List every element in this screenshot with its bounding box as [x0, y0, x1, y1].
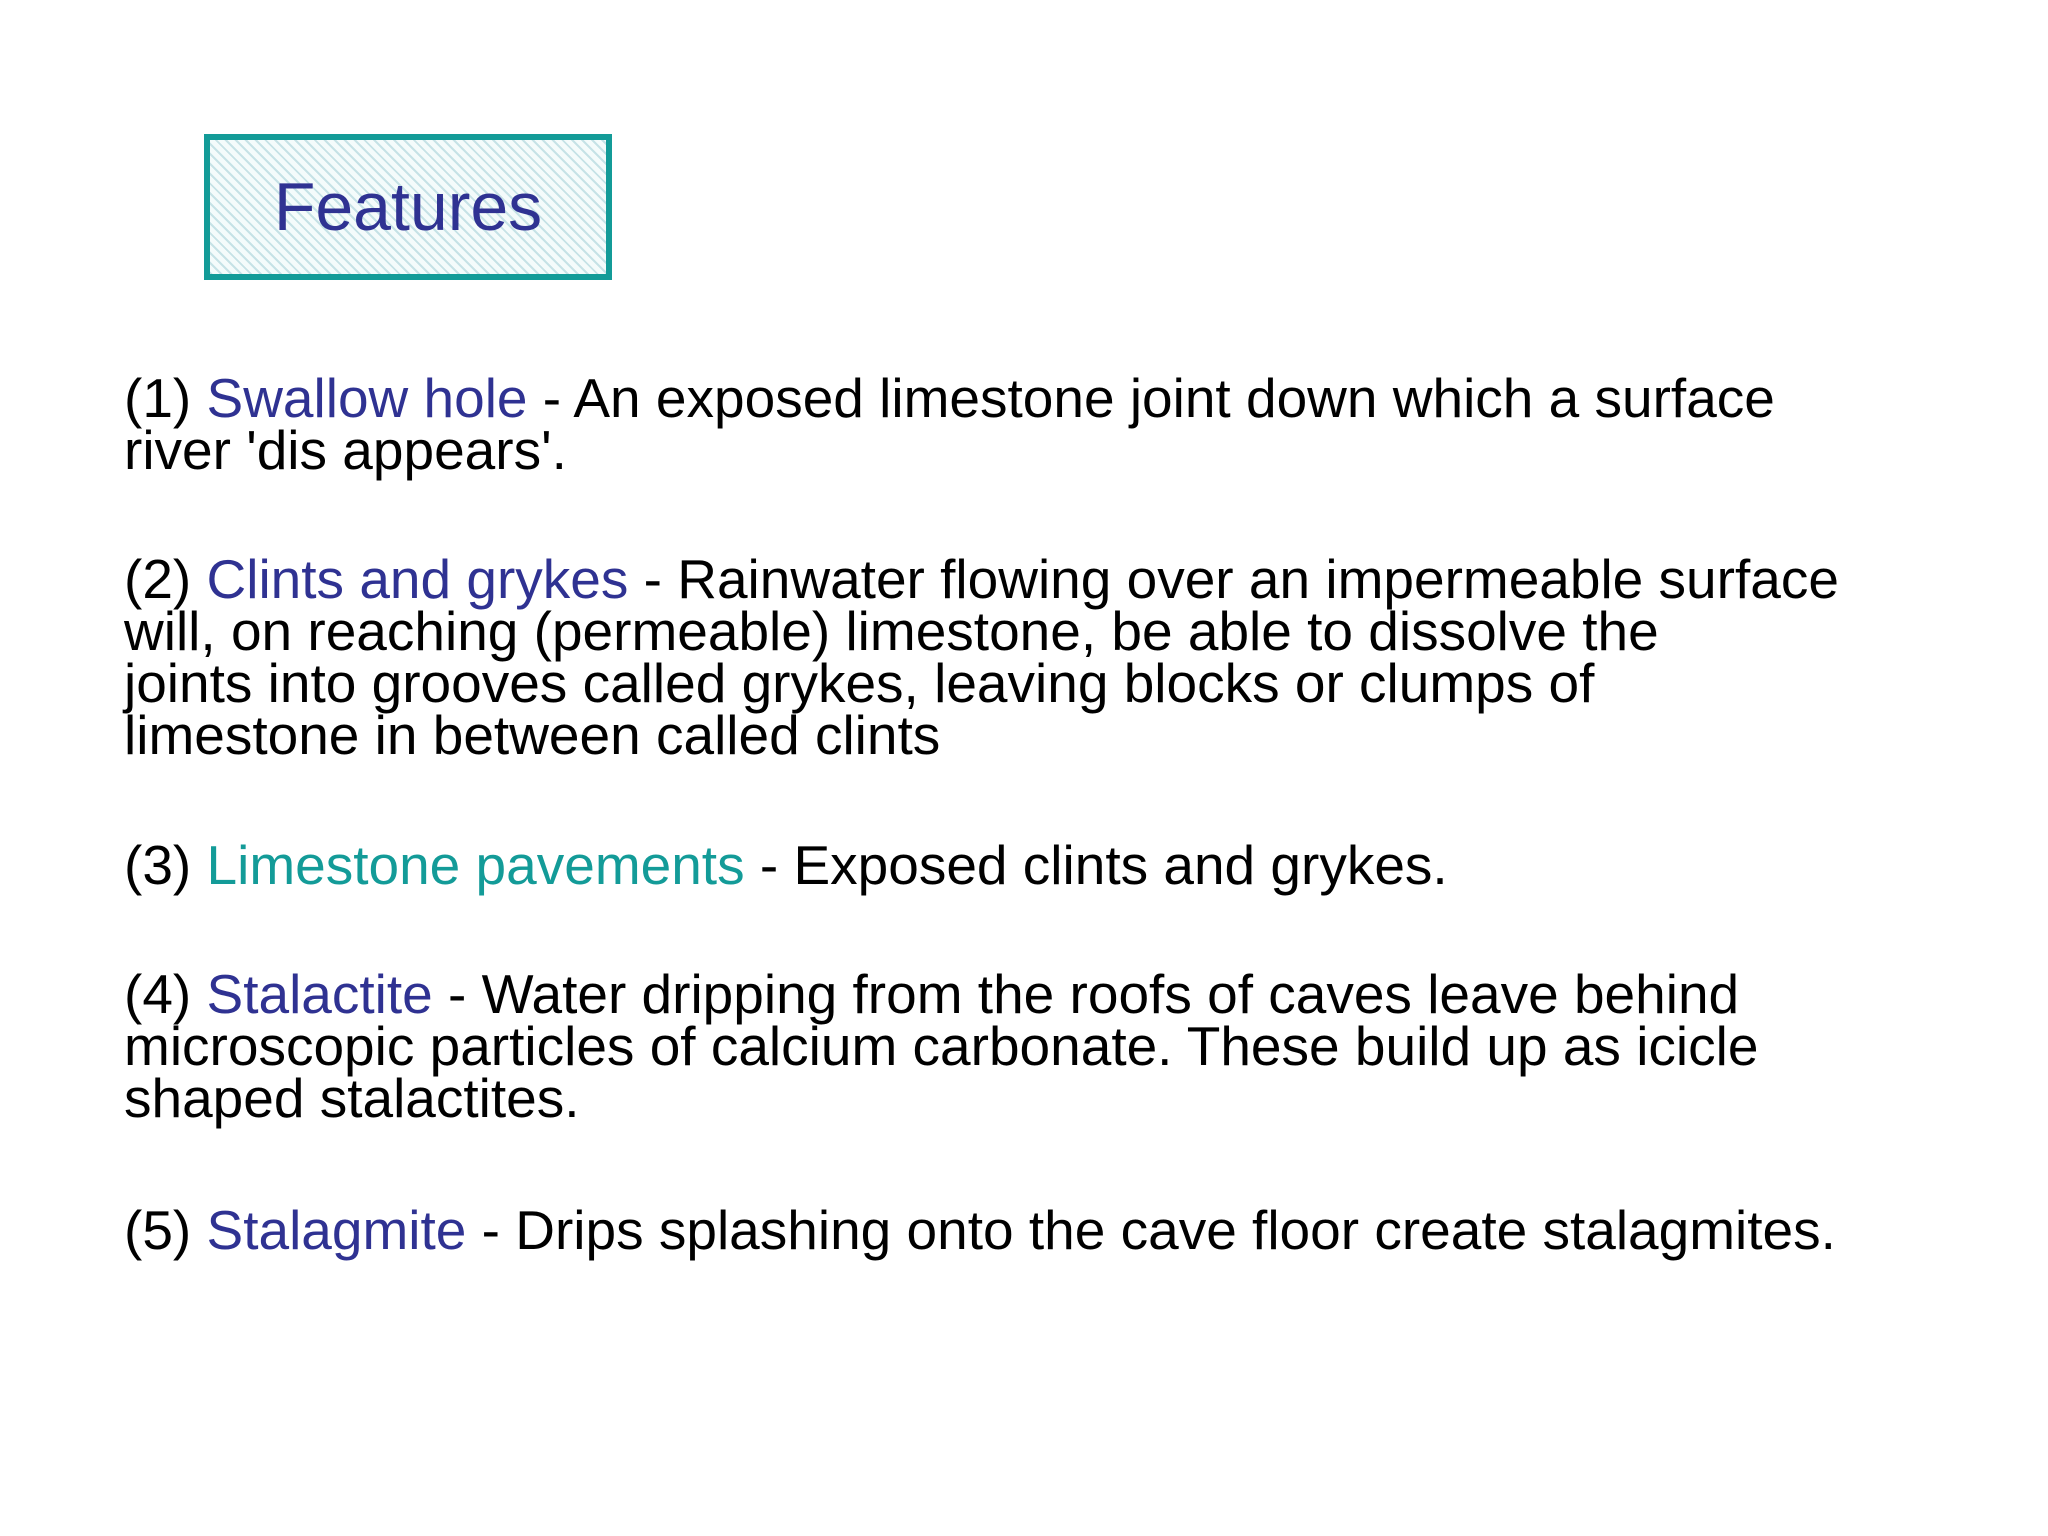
item-number: (1) — [124, 367, 192, 429]
list-item — [124, 963, 2004, 1129]
item-line: shaped stalactites. — [124, 1067, 580, 1129]
item-term: Stalagmite — [206, 1199, 467, 1261]
list-item — [124, 548, 2004, 766]
item-term: Limestone pavements — [206, 834, 745, 896]
list-item — [124, 834, 2004, 896]
item-number: (5) — [124, 1199, 192, 1261]
list-item — [124, 367, 2004, 481]
item-term: Clints and grykes — [206, 548, 629, 610]
feature-list — [124, 367, 2004, 1261]
item-line: limestone in between called clints — [124, 704, 941, 766]
item-term: Stalactite — [206, 963, 433, 1025]
list-item — [124, 1199, 2004, 1261]
item-number: (4) — [124, 963, 192, 1025]
item-text: - An exposed limestone joint down which a surface — [527, 367, 1775, 429]
item-line — [124, 834, 2004, 896]
item-line: joints into grooves called grykes, leaving blocks or clumps of — [124, 652, 1595, 714]
item-term: Swallow hole — [206, 367, 528, 429]
item-line — [124, 548, 2004, 610]
item-number: (2) — [124, 548, 192, 610]
item-text: - Exposed clints and grykes. — [744, 834, 1448, 896]
item-line: will, on reaching (permeable) limestone, be able to dissolve the — [124, 600, 1659, 662]
title-box — [204, 134, 612, 280]
item-line — [124, 367, 2004, 429]
item-line: microscopic particles of calcium carbonate. These build up as icicle — [124, 1015, 1759, 1077]
item-line: river 'dis appears'. — [124, 419, 567, 481]
item-line — [124, 1199, 2004, 1261]
item-text: - Drips splashing onto the cave floor create stalagmites. — [466, 1199, 1836, 1261]
item-line — [124, 963, 2004, 1025]
item-text: - Rainwater flowing over an impermeable surface — [628, 548, 1839, 610]
slide-title: Features — [273, 169, 543, 245]
item-number: (3) — [124, 834, 192, 896]
item-text: - Water dripping from the roofs of caves leave behind — [432, 963, 1740, 1025]
